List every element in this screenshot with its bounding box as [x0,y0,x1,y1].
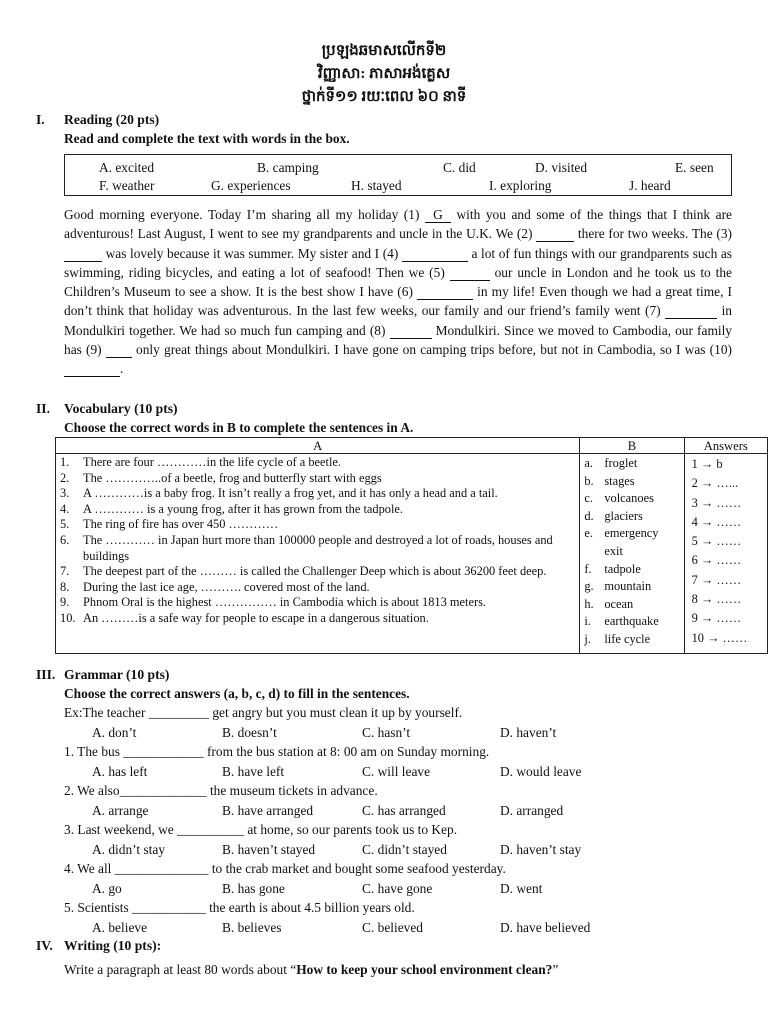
answer-option[interactable]: C. has arranged [362,802,446,818]
blank-1[interactable]: G [425,208,451,223]
blank-8[interactable] [390,324,432,339]
word-box-item: F. weather [99,178,155,193]
answer-slot[interactable]: 5 → …… [691,534,742,549]
column-header-answers: Answers [684,438,767,454]
answer-option[interactable]: A. arrange [92,802,149,818]
sentence-item: 4. A ………… is a young frog, after it has grown from the tadpole. [60,501,404,516]
word-option: d. glaciers [584,508,643,523]
vocabulary-instruction: Choose the correct words in B to complete the sentences in A. [64,420,414,435]
word-box-item: G. experiences [211,178,291,193]
answer-slot[interactable]: 9 → …… [691,611,742,626]
grammar-question: 4. We all ______________ to the crab market and bought some seafood yesterday. [64,861,506,876]
reading-passage: Good morning everyone. Today I’m sharing all my holiday (1) G with you and some of the things that I think are adventurous! Last August, I went to see my grandparents and uncle in the U.K. We (2) there for two weeks. The (3) was lovely because it was summer. My sister and I (4) a lot of fun things with our grandparents such as swimming, riding bicycles, and eating a lot of seafood! Then we (5) our uncle in London and he took us to the Children’s Museum to see a show. It is the best show I have (6) in my life! Even though we had a great time, I don’t think that holiday was adventurous. In the last few weeks, our family and our friend’s family went (7) in Mondulkiri together. We had so much fun camping and (8) Mondulkiri. Since we moved to Cambodia, our family has (9) only great things about Mondulkiri. I have gone on camping trips before, but not in Cambodia, so I was (10) . [64,207,733,377]
answer-slot[interactable]: 1 → b [691,457,723,471]
answer-option[interactable]: A. believe [92,919,148,935]
answer-option[interactable]: D. went [500,880,543,896]
answer-option[interactable]: D. haven’t [500,724,557,740]
answer-option[interactable]: A. has left [92,763,148,779]
word-box-item: J. heard [629,178,671,193]
word-box-item: C. did [443,160,476,175]
section-vocabulary-title: II. Vocabulary (10 pts) [36,401,178,416]
blank-4[interactable] [402,247,468,262]
answer-slot[interactable]: 3 → …… [691,495,742,510]
answer-option[interactable]: A. didn’t stay [92,841,166,857]
sentence-item: 10. An ………is a safe way for people to escape in a dangerous situation. [60,610,429,625]
blank-7[interactable] [665,304,717,319]
section-title: Reading (20 pts) [64,112,160,127]
answer-slot[interactable]: 10 → …… [691,630,748,645]
column-header-b: B [580,438,684,454]
word-box-item: E. seen [675,160,714,175]
word-option: i. earthquake [584,614,659,629]
answer-option[interactable]: C. have gone [362,880,433,896]
answer-option[interactable]: D. have believed [500,919,591,935]
blank-6[interactable] [417,285,473,300]
word-box-item: B. camping [257,160,319,175]
sentence-item: 9. Phnom Oral is the highest …………… in Cambodia which is about 1813 meters. [60,595,486,610]
answer-option[interactable]: C. will leave [362,763,431,779]
blank-2[interactable] [536,227,574,242]
sentence-item: 6. The ………… in Japan hurt more than 100000 people and destroyed a lot of roads, houses and buildings [60,532,553,563]
answer-option[interactable]: D. would leave [500,763,582,779]
blank-5[interactable] [450,266,490,281]
exam-header [0,40,768,109]
word-box-item: I. exploring [489,178,552,193]
answer-option[interactable]: B. have left [222,763,285,779]
blank-3[interactable] [64,247,102,262]
grammar-question: 2. We also_____________ the museum tickets in advance. [64,783,378,798]
word-option: f. tadpole [584,561,641,576]
answer-option[interactable]: B. has gone [222,880,285,896]
reading-instruction: Read and complete the text with words in the box. [64,131,350,146]
word-option: c. volcanoes [584,491,654,506]
word-box-item: H. stayed [351,178,402,193]
grammar-instruction: Choose the correct answers (a, b, c, d) to fill in the sentences. [64,686,410,701]
word-option: g. mountain [584,579,652,594]
word-option: h. ocean [584,596,634,611]
sentence-item: 1. There are four …………in the life cycle of a beetle. [60,455,342,469]
word-option: b. stages [584,473,635,488]
column-header-a: A [56,438,580,454]
answer-option[interactable]: D. arranged [500,802,564,818]
grammar-question: 5. Scientists ___________ the earth is about 4.5 billion years old. [64,900,415,915]
answer-option[interactable]: B. haven’t stayed [222,841,316,857]
word-option: a. froglet [584,456,638,470]
writing-prompt: Write a paragraph at least 80 words about “How to keep your school environment clean?” [64,962,559,977]
table-header-row [56,438,768,454]
column-a-cell [56,454,580,654]
answer-slot[interactable]: 6 → …… [691,553,742,568]
sentence-item: 8. During the last ice age, ………. covered most of the land. [60,579,370,594]
answer-option[interactable]: C. believed [362,919,423,935]
answer-option[interactable]: C. didn’t stayed [362,841,447,857]
section-number: I. [36,112,45,127]
sentence-item: 2. The …………..of a beetle, frog and butterfly start with eggs [60,470,382,485]
header-line-2: វិញ្ញាសា: ភាសាអង់គ្លេស [317,66,451,82]
grammar-question: 1. The bus ____________ from the bus station at 8: 00 am on Sunday morning. [64,744,490,759]
sentence-item: 7. The deepest part of the ……… is called the Challenger Deep which is about 36200 feet deep. [60,564,547,579]
answer-slot[interactable]: 4 → …… [691,514,742,529]
section-reading-title [36,110,159,129]
answer-option[interactable]: C. hasn’t [362,724,411,740]
answer-option[interactable]: A. don’t [92,724,137,740]
sentence-item: 5. The ring of fire has over 450 ………… [60,517,279,532]
sentence-item: 3. A …………is a baby frog. It isn’t really a frog yet, and it has only a head and a tail. [60,486,498,501]
answer-slot[interactable]: 7 → …… [691,572,742,587]
answer-option[interactable]: B. believes [222,919,282,935]
grammar-question: Ex:The teacher _________ get angry but you must clean it up by yourself. [64,705,463,720]
header-line-3: ថ្នាក់ទី១១ រយៈពេល ៦០ នាទី [301,89,467,105]
answers-cell [684,454,767,654]
word-box [64,154,732,196]
section-grammar-title: III. Grammar (10 pts) [36,667,170,682]
header-line-1: ប្រឡងឆមាសលើកទី២ [321,43,447,59]
section-writing-title: IV. Writing (10 pts): [36,938,162,953]
table-body-row [56,454,768,654]
word-box-item: A. excited [99,160,155,175]
column-b-cell [580,454,684,654]
answer-option[interactable]: A. go [92,880,122,896]
word-box-item: D. visited [535,160,588,175]
answer-option[interactable]: B. have arranged [222,802,314,818]
grammar-question: 3. Last weekend, we __________ at home, so our parents took us to Kep. [64,822,458,837]
answer-slot[interactable]: 8 → …… [691,592,742,607]
answer-option[interactable]: D. haven’t stay [500,841,582,857]
answer-slot[interactable]: 2 → …... [691,476,739,491]
word-option: j. life cycle [584,631,651,646]
blank-9[interactable] [106,343,132,358]
blank-10[interactable] [64,362,120,377]
vocabulary-table [55,437,768,654]
answer-option[interactable]: B. doesn’t [222,724,277,740]
word-option: e. emergency exit [584,526,659,558]
